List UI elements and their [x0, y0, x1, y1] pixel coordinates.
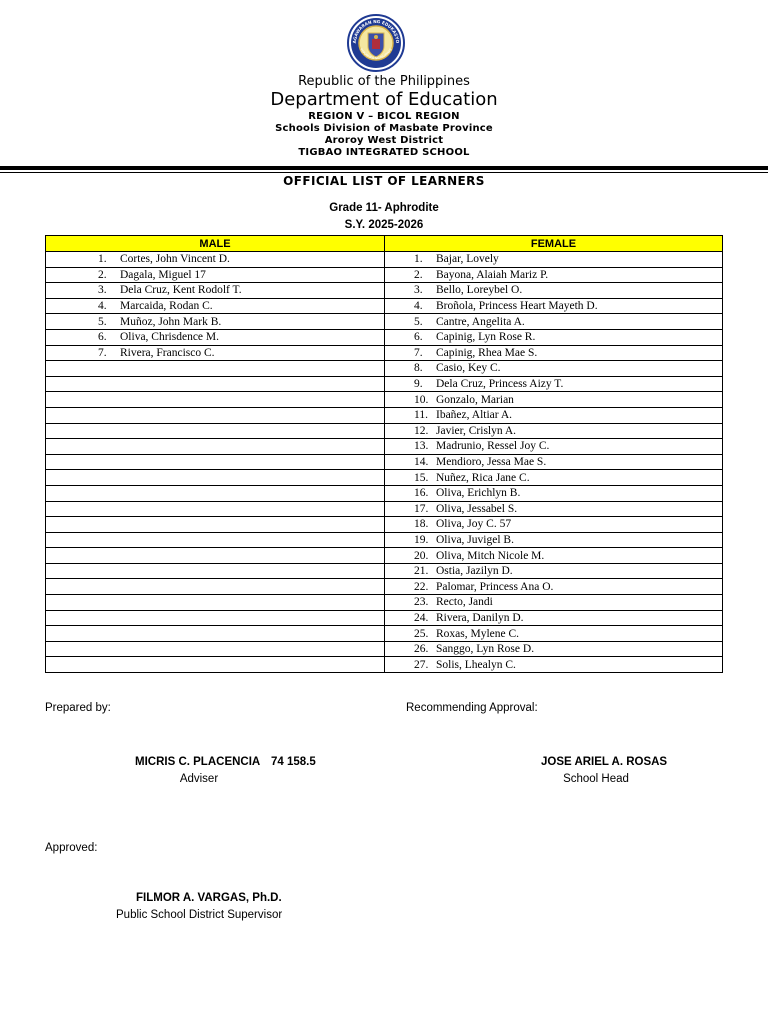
- female-learner-name: Oliva, Jessabel S.: [436, 502, 518, 515]
- female-cell: [385, 267, 723, 283]
- table-row: [46, 361, 723, 377]
- male-learner-number: 6.: [98, 331, 107, 344]
- male-cell: [46, 517, 385, 533]
- female-learner-number: 14.: [414, 456, 429, 469]
- female-learner-name: Oliva, Erichlyn B.: [436, 487, 521, 500]
- school-year: S.Y. 2025-2026: [344, 219, 424, 231]
- male-cell: [46, 392, 385, 408]
- female-cell: [385, 361, 723, 377]
- male-cell: [46, 329, 385, 345]
- table-row: [46, 267, 723, 283]
- female-learner-number: 7.: [414, 346, 423, 359]
- female-cell: [385, 501, 723, 517]
- male-learner-number: 5.: [98, 315, 107, 328]
- female-cell: [385, 610, 723, 626]
- female-learner-name: Bayona, Alaiah Mariz P.: [436, 268, 549, 281]
- female-cell: [385, 454, 723, 470]
- female-learner-number: 21.: [414, 565, 429, 578]
- table-row: [46, 376, 723, 392]
- female-cell: [385, 376, 723, 392]
- female-learner-name: Roxas, Mylene C.: [436, 627, 520, 640]
- female-learner-number: 12.: [414, 424, 429, 437]
- male-cell: [46, 283, 385, 299]
- table-header-row: [46, 236, 723, 252]
- female-cell: [385, 298, 723, 314]
- female-cell: [385, 283, 723, 299]
- table-row: [46, 595, 723, 611]
- female-cell: [385, 485, 723, 501]
- female-learner-number: 26.: [414, 643, 429, 656]
- female-learner-name: Ibañez, Altiar A.: [436, 409, 513, 422]
- male-learner-name: Cortes, John Vincent D.: [120, 253, 230, 266]
- male-learner-number: 2.: [98, 268, 107, 281]
- female-learner-name: Javier, Crislyn A.: [436, 424, 517, 437]
- table-row: [46, 423, 723, 439]
- division-heading: Schools Division of Masbate Province: [275, 123, 493, 134]
- table-row: [46, 657, 723, 673]
- female-learner-number: 22.: [414, 580, 429, 593]
- female-learner-number: 10.: [414, 393, 429, 406]
- female-learner-name: Nuñez, Rica Jane C.: [436, 471, 530, 484]
- male-cell: [46, 252, 385, 268]
- female-learner-name: Dela Cruz, Princess Aizy T.: [436, 378, 564, 391]
- deped-seal-logo: [347, 13, 405, 73]
- male-learner-name: Oliva, Chrisdence M.: [120, 331, 220, 344]
- female-learner-number: 5.: [414, 315, 423, 328]
- female-cell: [385, 345, 723, 361]
- learners-table-body: [46, 252, 723, 673]
- male-cell: [46, 345, 385, 361]
- female-column-header: FEMALE: [385, 236, 723, 252]
- male-cell: [46, 610, 385, 626]
- male-cell: [46, 361, 385, 377]
- table-row: [46, 641, 723, 657]
- table-row: [46, 283, 723, 299]
- male-cell: [46, 298, 385, 314]
- table-row: [46, 626, 723, 642]
- table-row: [46, 532, 723, 548]
- female-learner-number: 4.: [414, 300, 423, 313]
- table-row: [46, 298, 723, 314]
- female-learner-name: Sanggo, Lyn Rose D.: [436, 643, 535, 656]
- male-cell: [46, 595, 385, 611]
- approved-label: Approved:: [45, 842, 98, 854]
- female-learner-name: Oliva, Mitch Nicole M.: [436, 549, 545, 562]
- header-divider-thin: [0, 172, 768, 173]
- female-learner-name: Mendioro, Jessa Mae S.: [436, 456, 547, 469]
- female-learner-number: 23.: [414, 596, 429, 609]
- female-cell: [385, 532, 723, 548]
- female-learner-name: Madrunio, Ressel Joy C.: [436, 440, 550, 453]
- male-learner-number: 7.: [98, 346, 107, 359]
- female-cell: [385, 563, 723, 579]
- female-cell: [385, 548, 723, 564]
- female-cell: [385, 314, 723, 330]
- female-learner-name: Cantre, Angelita A.: [436, 315, 525, 328]
- female-learner-number: 25.: [414, 627, 429, 640]
- table-row: [46, 252, 723, 268]
- supervisor-name: FILMOR A. VARGAS, Ph.D.: [136, 892, 282, 904]
- male-learner-name: Marcaida, Rodan C.: [120, 300, 213, 313]
- female-cell: [385, 407, 723, 423]
- male-cell: [46, 267, 385, 283]
- female-learner-name: Palomar, Princess Ana O.: [436, 580, 554, 593]
- female-learner-number: 24.: [414, 611, 429, 624]
- female-learner-number: 27.: [414, 658, 429, 671]
- table-row: [46, 454, 723, 470]
- female-learner-name: Bajar, Lovely: [436, 253, 499, 266]
- male-cell: [46, 439, 385, 455]
- male-cell: [46, 657, 385, 673]
- male-cell: [46, 314, 385, 330]
- department-heading: Department of Education: [270, 89, 498, 110]
- region-heading: REGION V – BICOL REGION: [308, 111, 460, 122]
- female-learner-name: Capinig, Rhea Mae S.: [436, 346, 538, 359]
- table-row: [46, 610, 723, 626]
- male-cell: [46, 501, 385, 517]
- school-head-role: School Head: [563, 773, 629, 785]
- male-cell: [46, 470, 385, 486]
- prepared-by-label: Prepared by:: [45, 702, 111, 714]
- table-row: [46, 517, 723, 533]
- table-row: [46, 563, 723, 579]
- male-learner-name: Muñoz, John Mark B.: [120, 315, 222, 328]
- table-row: [46, 470, 723, 486]
- female-cell: [385, 329, 723, 345]
- female-cell: [385, 517, 723, 533]
- adviser-role: Adviser: [179, 773, 219, 785]
- male-learner-name: Rivera, Francisco C.: [120, 346, 215, 359]
- table-row: [46, 345, 723, 361]
- female-learner-number: 13.: [414, 440, 429, 453]
- document-title: OFFICIAL LIST OF LEARNERS: [283, 174, 485, 188]
- male-cell: [46, 454, 385, 470]
- republic-heading: Republic of the Philippines: [298, 74, 470, 89]
- female-cell: [385, 252, 723, 268]
- female-learner-name: Bello, Loreybel O.: [436, 284, 523, 297]
- male-cell: [46, 407, 385, 423]
- female-learner-number: 18.: [414, 518, 429, 531]
- adviser-annotation: 74 158.5: [271, 756, 316, 768]
- school-head-name: JOSE ARIEL A. ROSAS: [541, 756, 668, 768]
- seal-text-bottom: REPUBLIKA NG PILIPINAS: [358, 47, 394, 61]
- female-learner-number: 17.: [414, 502, 429, 515]
- male-cell: [46, 641, 385, 657]
- female-learner-number: 1.: [414, 253, 423, 266]
- female-learner-number: 20.: [414, 549, 429, 562]
- male-cell: [46, 626, 385, 642]
- female-cell: [385, 470, 723, 486]
- female-learner-name: Capinig, Lyn Rose R.: [436, 331, 536, 344]
- female-learner-number: 9.: [414, 378, 423, 391]
- adviser-name: MICRIS C. PLACENCIA: [135, 756, 261, 768]
- female-learner-name: Solis, Lhealyn C.: [436, 658, 516, 671]
- female-cell: [385, 439, 723, 455]
- female-learner-name: Oliva, Joy C. 57: [436, 518, 512, 531]
- seal-text-top: AGAWARAN NG EDUKASYO: [351, 18, 401, 44]
- female-learner-number: 11.: [414, 409, 428, 422]
- female-learner-name: Rivera, Danilyn D.: [436, 611, 524, 624]
- male-column-header: MALE: [46, 236, 385, 252]
- female-learner-name: Recto, Jandi: [436, 596, 493, 609]
- female-cell: [385, 641, 723, 657]
- female-learner-number: 8.: [414, 362, 423, 375]
- female-learner-number: 6.: [414, 331, 423, 344]
- female-learner-number: 3.: [414, 284, 423, 297]
- male-cell: [46, 532, 385, 548]
- male-cell: [46, 423, 385, 439]
- female-learner-name: Gonzalo, Marian: [436, 393, 514, 406]
- table-row: [46, 579, 723, 595]
- female-learner-name: Broñola, Princess Heart Mayeth D.: [436, 300, 598, 313]
- female-learner-name: Casio, Key C.: [436, 362, 501, 375]
- male-cell: [46, 376, 385, 392]
- table-row: [46, 548, 723, 564]
- male-cell: [46, 579, 385, 595]
- female-cell: [385, 657, 723, 673]
- district-heading: Aroroy West District: [324, 135, 444, 146]
- male-learner-number: 1.: [98, 253, 107, 266]
- female-learner-number: 19.: [414, 533, 429, 546]
- table-row: [46, 485, 723, 501]
- table-row: [46, 314, 723, 330]
- learners-table: [45, 235, 723, 673]
- school-heading: TIGBAO INTEGRATED SCHOOL: [298, 147, 470, 158]
- supervisor-role: Public School District Supervisor: [116, 909, 283, 921]
- male-cell: [46, 548, 385, 564]
- female-learner-number: 15.: [414, 471, 429, 484]
- male-cell: [46, 563, 385, 579]
- female-cell: [385, 626, 723, 642]
- male-learner-number: 4.: [98, 300, 107, 313]
- female-cell: [385, 392, 723, 408]
- male-cell: [46, 485, 385, 501]
- female-cell: [385, 423, 723, 439]
- table-row: [46, 407, 723, 423]
- header-divider-thick: [0, 166, 768, 170]
- female-learner-name: Ostia, Jazilyn D.: [436, 565, 513, 578]
- male-learner-name: Dela Cruz, Kent Rodolf T.: [120, 284, 242, 297]
- grade-section: Grade 11- Aphrodite: [329, 202, 439, 214]
- table-row: [46, 392, 723, 408]
- female-learner-number: 2.: [414, 268, 423, 281]
- female-learner-name: Oliva, Juvigel B.: [436, 533, 514, 546]
- male-learner-name: Dagala, Miguel 17: [120, 268, 206, 281]
- table-row: [46, 329, 723, 345]
- female-cell: [385, 595, 723, 611]
- recommending-approval-label: Recommending Approval:: [406, 702, 538, 714]
- male-learner-number: 3.: [98, 284, 107, 297]
- table-row: [46, 501, 723, 517]
- female-learner-number: 16.: [414, 487, 429, 500]
- table-row: [46, 439, 723, 455]
- female-cell: [385, 579, 723, 595]
